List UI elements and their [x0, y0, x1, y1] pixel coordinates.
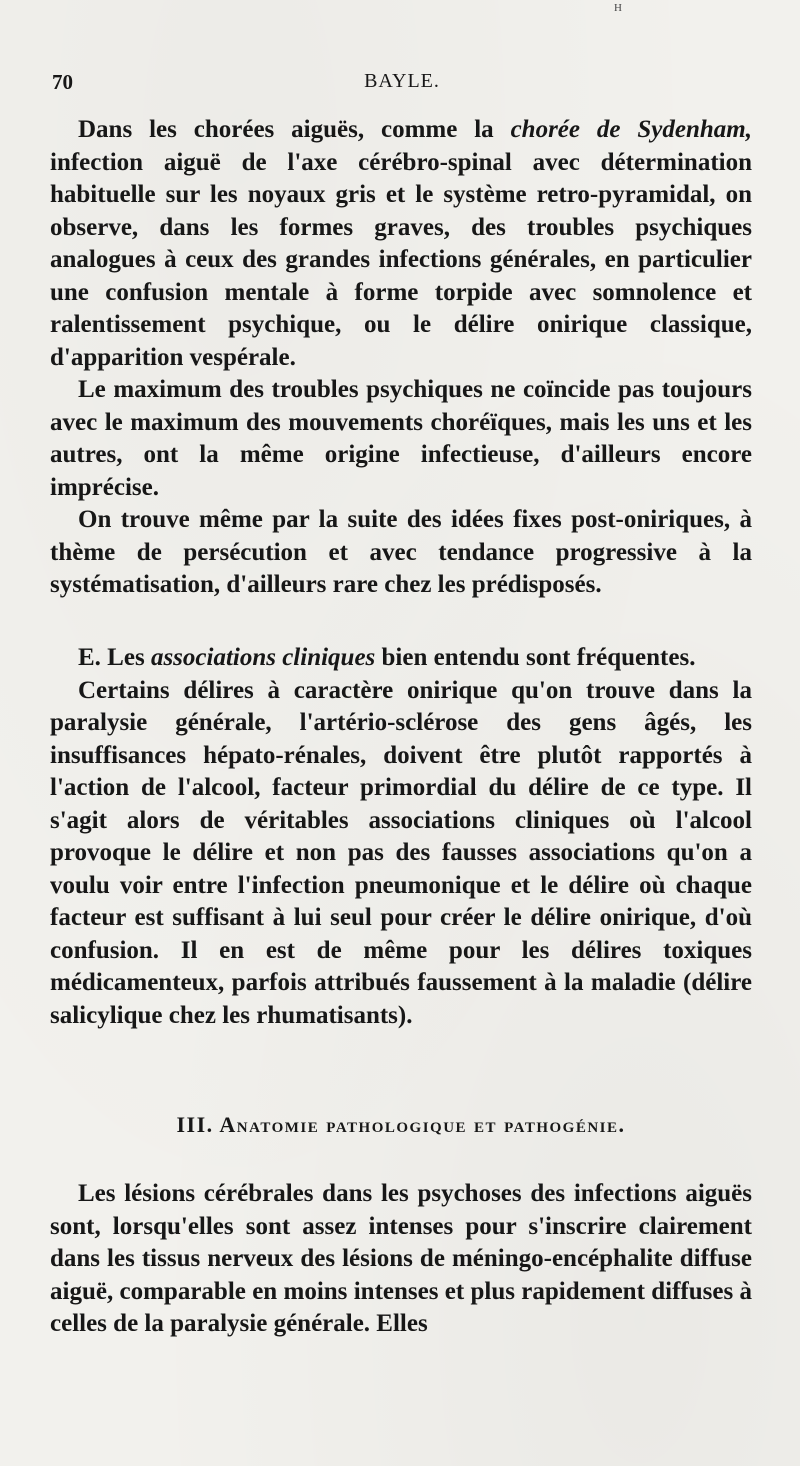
italic-term: associations cliniques	[150, 644, 376, 671]
italic-term: chorée de Sydenham,	[510, 116, 752, 143]
margin-mark: H	[614, 2, 622, 14]
paragraph-idees-fixes: On trouve même par la suite des idées fixes post-oniriques, à thème de persécution et avec tendance progressive à la systématisation, d'ailleurs rare chez les prédisposés.	[50, 506, 752, 598]
page-number: 70	[52, 70, 73, 94]
paragraph-maximum-troubles: Le maximum des troubles psychiques ne coïncide pas toujours avec le maximum des mouvements choréïques, mais les uns et les autres, ont la même origine infectieuse, d'ailleurs encore imprécise.	[50, 376, 752, 501]
text-block-associations	[50, 642, 752, 1032]
section-heading: III. Anatomie pathologique et pathogénie.	[176, 1112, 626, 1137]
paragraph-associations-cliniques	[50, 642, 752, 675]
paragraph-lesions-cerebrales: Les lésions cérébrales dans les psychoses des infections aiguës sont, lorsqu'elles sont assez intenses pour s'inscrire clairement dans les tissus nerveux des lésions de méningo-encéphalite diffuse aiguë, comparable en moins intenses et plus rapidement diffuses à celles de la paralysie générale. Elles	[50, 1180, 752, 1337]
paragraph-text: bien entendu sont fréquentes.	[375, 644, 696, 671]
running-head: BAYLE.	[364, 70, 440, 92]
text-block-anatomie	[50, 1178, 752, 1341]
paragraph-certains-delires: Certains délires à caractère onirique qu'on trouve dans la paralysie générale, l'artério-sclérose des gens âgés, les insuffisances hépato-rénales, doivent être plutôt rapportés à l'action de l'alcool, facteur primordial du délire de ce type. Il s'agit alors de véritables associations cliniques où l'alcool provoque le délire et non pas des fausses associations qu'on a voulu voir entre l'infection pneumonique et le délire où chaque facteur est suffisant à lui seul pour créer le délire onirique, d'où confusion. Il en est de même pour les délires toxiques médicamenteux, parfois attribués faussement à la maladie (délire salicylique chez les rhumatisants).	[50, 676, 752, 1029]
paragraph-chorees-aigues	[50, 114, 752, 374]
text-block-chorees	[50, 114, 752, 602]
page-header	[52, 70, 752, 100]
paragraph-text: E. Les	[78, 644, 151, 671]
paragraph-text: Dans les chorées aiguës, comme la	[78, 116, 511, 143]
paragraph-text: infection aiguë de l'axe cérébro-spinal avec détermination habituelle sur les noyaux gris et le système retro-pyramidal, on observe, dans les formes graves, des troubles psychiques analogues à ceux des grandes infections générales, en particulier une confusion mentale à forme torpide avec somnolence et ralentissement psychique, ou le délire onirique classique, d'apparition vespérale.	[50, 148, 752, 371]
